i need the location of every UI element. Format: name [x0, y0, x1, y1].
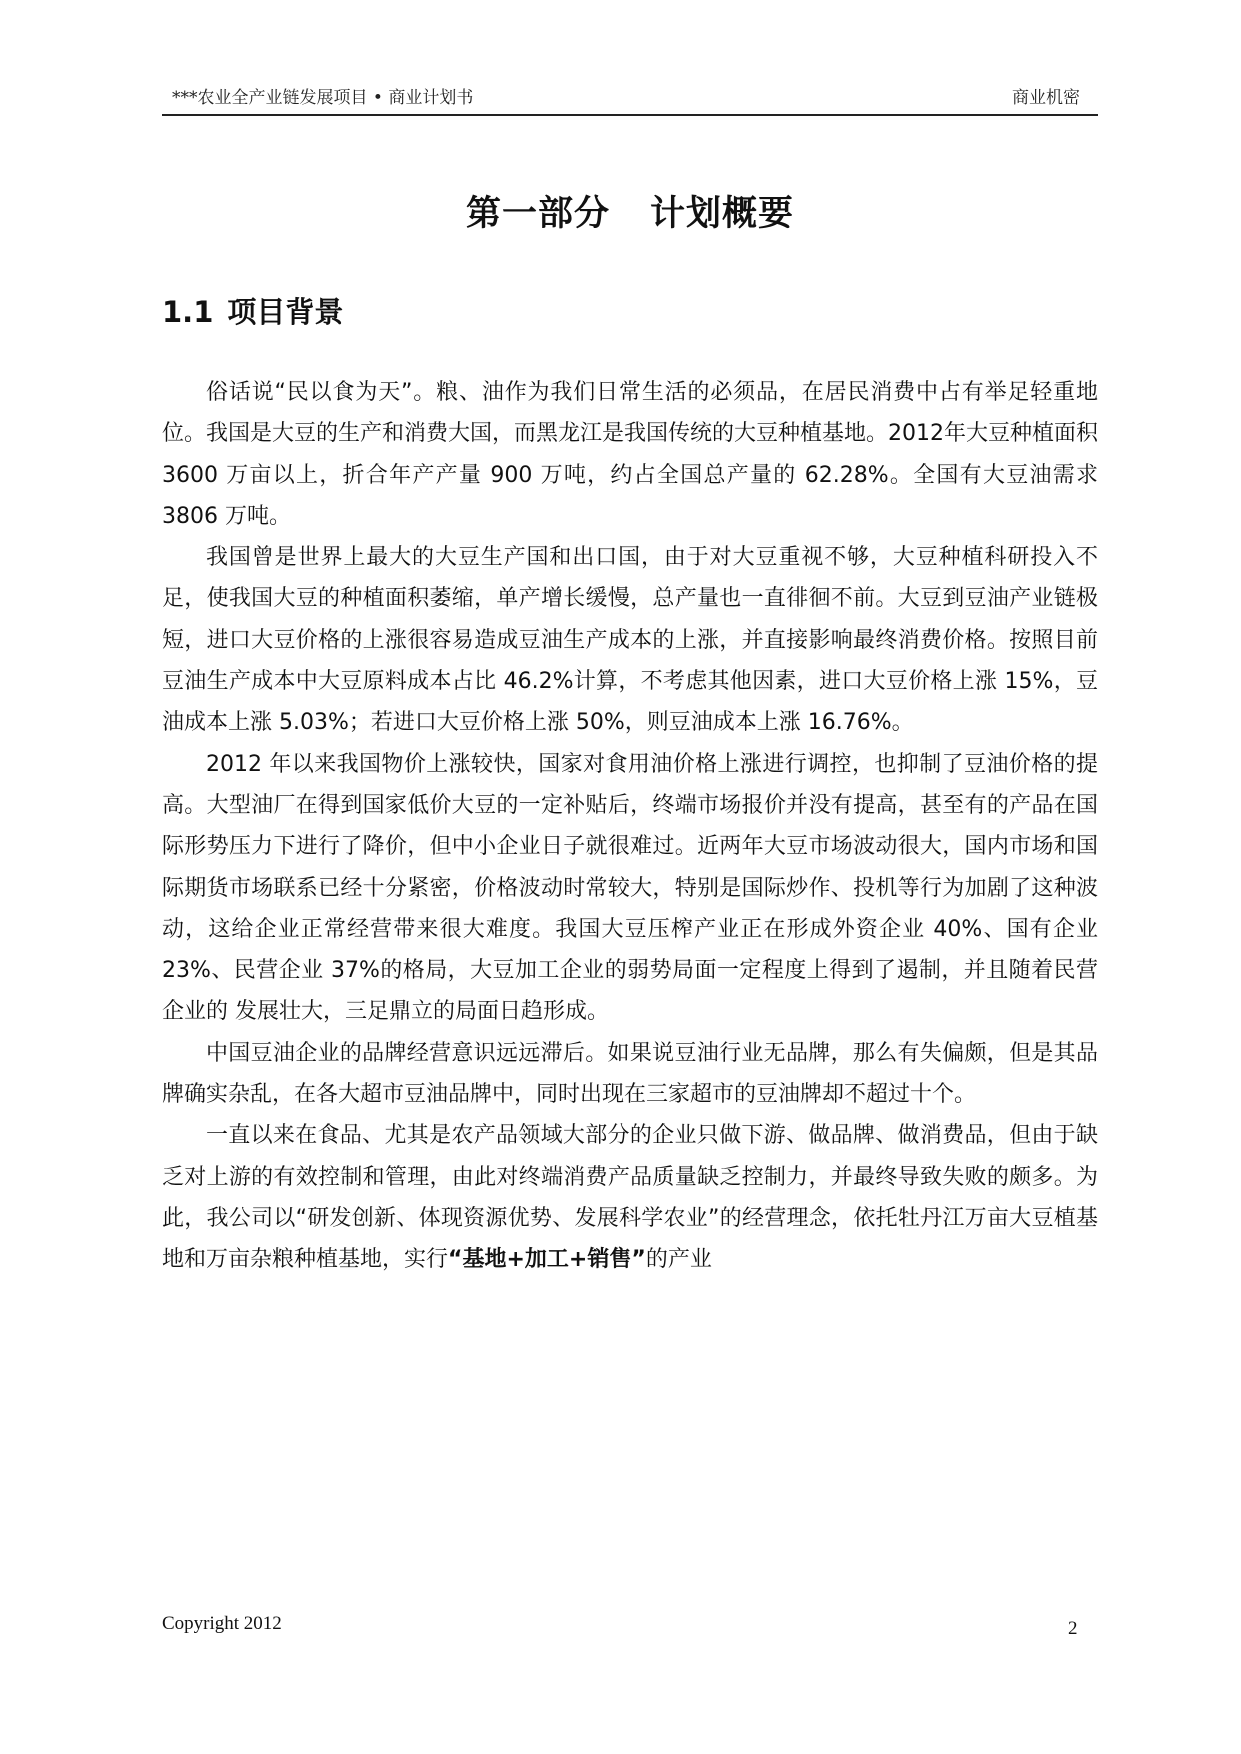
body-text — [162, 372, 1098, 1281]
paragraph: 我国曾是世界上最大的大豆生产国和出口国，由于对大豆重视不够，大豆种植科研投入不足，使我国大豆的种植面积萎缩，单产增长缓慢，总产量也一直徘徊不前。大豆到豆油产业链极短，进口大豆价格的上涨很容易造成豆油生产成本的上涨，并直接影响最终消费价格。按照目前豆油生产成本中大豆原料成本占比 46.2%计算，不考虑其他因素，进口大豆价格上涨 15%，豆油成本上涨 5.03%；若进口大豆价格上涨 50%，则豆油成本上涨 16.76%。 — [162, 545, 1098, 736]
paragraph-text: 一直以来在食品、尤其是农产品领域大部分的企业只做下游、做品牌、做消费品，但由于缺乏对上游的有效控制和管理，由此对终端消费产品质量缺乏控制力，并最终导致失败的颇多。为此，我公司以“研发创新、体现资源优势、发展科学农业”的经营理念，依托牡丹江万亩大豆植基地和万亩杂粮种植基地，实行 — [162, 1123, 1098, 1273]
section-heading — [162, 290, 343, 331]
header-confidential-label: 商业机密 — [1012, 88, 1080, 108]
chapter-name: 计划概要 — [650, 194, 795, 234]
paragraph: 2012 年以来我国物价上涨较快，国家对食用油价格上涨进行调控，也抑制了豆油价格的提高。大型油厂在得到国家低价大豆的一定补贴后，终端市场报价并没有提高，甚至有的产品在国际形势压力下进行了降价，但中小企业日子就很难过。近两年大豆市场波动很大，国内市场和国际期货市场联系已经十分紧密，价格波动时常较大，特别是国际炒作、投机等行为加剧了这种波动，这给企业正常经营带来很大难度。我国大豆压榨产业正在形成外资企业 40%、国有企业 23%、民营企业 37%的格局，大豆加工企业的弱势局面一定程度上得到了遏制，并且随着民营企业的 发展壮大，三足鼎立的局面日趋形成。 — [162, 751, 1098, 1025]
paragraph-text: 的产业 — [645, 1247, 712, 1273]
paragraph: 俗话说“民以食为天”。粮、油作为我们日常生活的必须品，在居民消费中占有举足轻重地位。我国是大豆的生产和消费大国，而黑龙江是我国传统的大豆种植基地。2012年大豆种植面积 3600 万亩以上，折合年产产量 900 万吨，约占全国总产量的 62.28%。全国有大豆油需求 3806 万吨。 — [162, 380, 1098, 529]
footer-page-number: 2 — [1068, 1618, 1078, 1639]
chapter-title — [162, 186, 1098, 236]
footer-copyright: Copyright 2012 — [162, 1613, 282, 1634]
paragraph: 中国豆油企业的品牌经营意识远远滞后。如果说豆油行业无品牌，那么有失偏颇，但是其品牌确实杂乱，在各大超市豆油品牌中，同时出现在三家超市的豆油牌却不超过十个。 — [162, 1040, 1098, 1108]
chapter-part: 第一部分 — [465, 194, 610, 234]
section-number: 1.1 — [162, 295, 214, 329]
paragraph-bold-phrase: “基地+加工+销售” — [448, 1247, 646, 1273]
header-document-title: ***农业全产业链发展项目 • 商业计划书 — [172, 88, 474, 108]
page-header — [162, 84, 1098, 116]
paragraph-last — [162, 1115, 1098, 1280]
section-title: 项目背景 — [227, 295, 344, 329]
